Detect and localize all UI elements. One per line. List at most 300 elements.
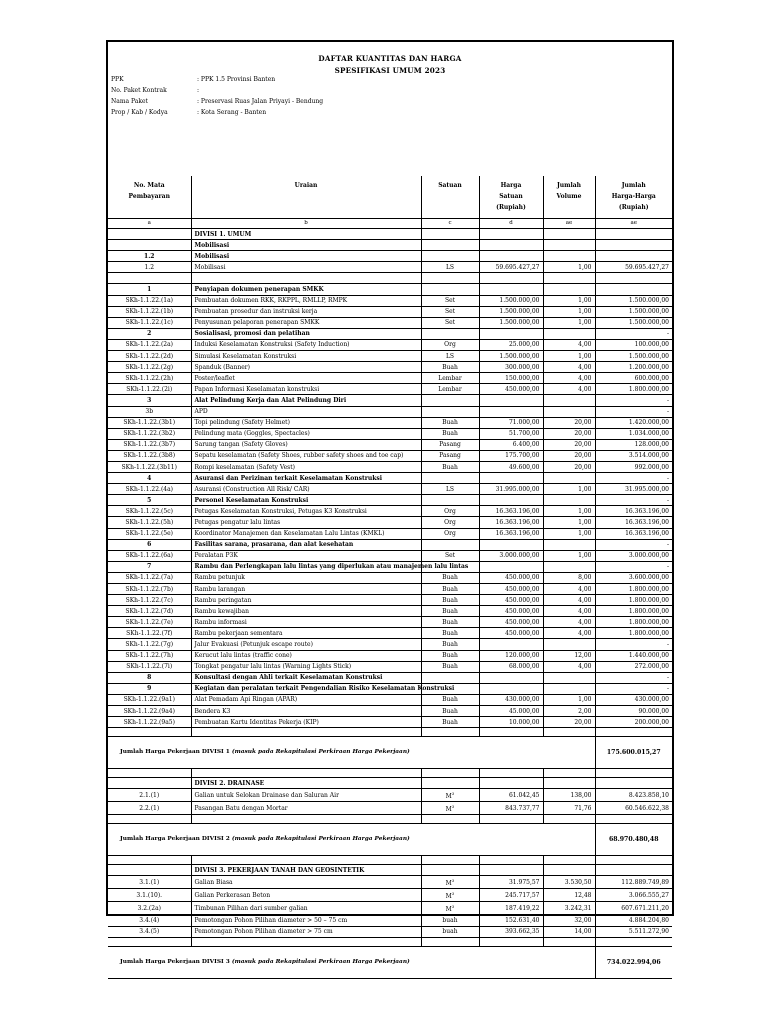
unit-text: Buah bbox=[442, 596, 458, 604]
line-total: 59.695.427,27 bbox=[625, 263, 669, 271]
table-row bbox=[108, 417, 672, 428]
item-unit bbox=[421, 306, 479, 317]
item-number: SKh-1.1.22.(3b1) bbox=[108, 417, 191, 428]
table-row bbox=[108, 328, 672, 339]
empty-cell bbox=[191, 815, 421, 824]
item-unit bbox=[421, 495, 479, 506]
unit-text: Buah bbox=[442, 585, 458, 593]
division-total-row bbox=[108, 824, 672, 856]
item-number: 3.2.(2a) bbox=[108, 902, 191, 915]
spacer-row bbox=[108, 937, 672, 946]
item-number: SKh-1.1.22.(3b7) bbox=[108, 439, 191, 450]
spacer-row bbox=[108, 815, 672, 824]
item-unit bbox=[421, 373, 479, 384]
unit-price bbox=[479, 495, 543, 506]
quantity: 1,00 bbox=[543, 306, 595, 317]
empty-cell bbox=[543, 815, 595, 824]
col-letter: c bbox=[421, 219, 479, 229]
unit-price: 31.975,57 bbox=[479, 876, 543, 889]
unit-price: 59.695.427,27 bbox=[479, 262, 543, 273]
table-row bbox=[108, 484, 672, 495]
unit-price: 450.000,00 bbox=[479, 606, 543, 617]
item-description: Bendera K3 bbox=[191, 706, 421, 717]
item-description: Petugas pengatur lalu lintas bbox=[191, 517, 421, 528]
table-row bbox=[108, 273, 672, 284]
item-unit bbox=[421, 450, 479, 461]
item-description: Personel Keselamatan Konstruksi bbox=[191, 495, 421, 506]
unit-text: Buah bbox=[442, 463, 458, 471]
item-number: SKh-1.1.22.(5e) bbox=[108, 528, 191, 539]
unit-price: 450.000,00 bbox=[479, 572, 543, 583]
empty-cell bbox=[108, 769, 191, 778]
table-row bbox=[108, 306, 672, 317]
item-unit bbox=[421, 229, 479, 240]
table-row bbox=[108, 650, 672, 661]
item-number: 3.1.(1) bbox=[108, 876, 191, 889]
unit-text: Org bbox=[444, 341, 456, 349]
line-total bbox=[595, 229, 672, 240]
table-row bbox=[108, 295, 672, 306]
quantity: 4,00 bbox=[543, 606, 595, 617]
quantity: 32,00 bbox=[543, 915, 595, 926]
quantity bbox=[543, 406, 595, 417]
info-line bbox=[111, 109, 266, 116]
info-line bbox=[111, 87, 199, 94]
item-unit bbox=[421, 461, 479, 472]
unit-price: 61.042,45 bbox=[479, 789, 543, 802]
quantity: 20,00 bbox=[543, 717, 595, 728]
item-description: Galian Perkerasan Beton bbox=[191, 889, 421, 902]
quantity: 3.530,50 bbox=[543, 876, 595, 889]
item-description: Jalur Evakuasi (Petunjuk escape route) bbox=[191, 639, 421, 650]
item-number: 1.2 bbox=[108, 262, 191, 273]
unit-text: Set bbox=[444, 552, 456, 560]
empty-cell bbox=[191, 937, 421, 946]
item-number: 1.2 bbox=[108, 251, 191, 262]
line-total: 1.500.000,00 bbox=[628, 352, 669, 360]
table-row bbox=[108, 428, 672, 439]
table-row bbox=[108, 461, 672, 472]
unit-text: Org bbox=[444, 530, 456, 538]
quantity: 8,00 bbox=[543, 572, 595, 583]
item-unit bbox=[421, 889, 479, 902]
empty-cell bbox=[479, 856, 543, 865]
spacer-row bbox=[108, 728, 672, 737]
quantity bbox=[543, 395, 595, 406]
info-label: PPK bbox=[111, 76, 124, 83]
line-total: 3.000.000,00 bbox=[628, 552, 669, 560]
unit-price: 450.000,00 bbox=[479, 584, 543, 595]
table-row bbox=[108, 889, 672, 902]
line-total: - bbox=[666, 330, 669, 338]
quantity bbox=[543, 539, 595, 550]
empty-cell bbox=[191, 728, 421, 737]
item-description: Galian untuk Selokan Drainase dan Saluran Air bbox=[191, 789, 421, 802]
total-label-text: Jumlah Harga Pekerjaan DIVISI 3 bbox=[120, 958, 230, 965]
quantity: 4,00 bbox=[543, 617, 595, 628]
info-value: : PPK 1.5 Provinsi Banten bbox=[197, 76, 276, 83]
item-unit bbox=[421, 328, 479, 339]
boq-table bbox=[108, 176, 672, 979]
quantity: 4,00 bbox=[543, 362, 595, 373]
unit-text: Buah bbox=[442, 574, 458, 582]
quantity: 4,00 bbox=[543, 584, 595, 595]
unit-price: 300.000,00 bbox=[479, 362, 543, 373]
item-unit bbox=[421, 406, 479, 417]
col-letter: b bbox=[191, 219, 421, 229]
item-description: Pasangan Batu dengan Mortar bbox=[191, 802, 421, 815]
item-description: Kerucut lalu lintas (traffic cone) bbox=[191, 650, 421, 661]
division-total-row bbox=[108, 946, 672, 978]
unit-text: M bbox=[445, 893, 452, 901]
item-description: Pemotongan Pohon Pilihan diameter > 50 – 75 cm bbox=[191, 915, 421, 926]
quantity bbox=[543, 240, 595, 251]
quantity bbox=[543, 273, 595, 284]
quantity: 1,00 bbox=[543, 694, 595, 705]
table-row bbox=[108, 865, 672, 876]
item-description: Penyusunan pelaporan penerapan SMKK bbox=[191, 317, 421, 328]
unit-text: M bbox=[445, 793, 452, 801]
table-row bbox=[108, 473, 672, 484]
table-row bbox=[108, 595, 672, 606]
item-description: Poster/leaflet bbox=[191, 373, 421, 384]
item-number: SKh-1.1.22.(7g) bbox=[108, 639, 191, 650]
unit-price: 450.000,00 bbox=[479, 384, 543, 395]
unit-text: buah bbox=[442, 928, 458, 936]
item-number: SKh-1.1.22.(7b) bbox=[108, 584, 191, 595]
line-total: - bbox=[666, 396, 669, 404]
line-total: 1.800.000,00 bbox=[628, 607, 669, 615]
quantity bbox=[543, 639, 595, 650]
unit-price: 71.000,00 bbox=[479, 417, 543, 428]
item-unit bbox=[421, 915, 479, 926]
table-row bbox=[108, 778, 672, 789]
item-number: 3.1.(10). bbox=[108, 889, 191, 902]
quantity: 4,00 bbox=[543, 384, 595, 395]
empty-cell bbox=[479, 769, 543, 778]
item-number: 8 bbox=[108, 672, 191, 683]
empty-cell bbox=[595, 769, 672, 778]
empty-cell bbox=[421, 937, 479, 946]
quantity bbox=[543, 561, 595, 572]
item-unit bbox=[421, 528, 479, 539]
item-unit bbox=[421, 295, 479, 306]
table-row bbox=[108, 606, 672, 617]
division-total-value: 175.600.015,27 bbox=[606, 749, 661, 757]
item-number: SKh-1.1.22.(7c) bbox=[108, 595, 191, 606]
quantity: 20,00 bbox=[543, 428, 595, 439]
quantity: 71,76 bbox=[543, 802, 595, 815]
table-row bbox=[108, 317, 672, 328]
item-number: SKh-1.1.22.(5h) bbox=[108, 517, 191, 528]
unit-text: M bbox=[445, 906, 452, 914]
line-total: 430.000,00 bbox=[634, 696, 669, 704]
quantity bbox=[543, 778, 595, 789]
unit-price: 450.000,00 bbox=[479, 617, 543, 628]
item-unit bbox=[421, 395, 479, 406]
unit-price bbox=[479, 539, 543, 550]
unit-price bbox=[479, 229, 543, 240]
unit-text: Set bbox=[444, 297, 456, 305]
item-description: Galian Biasa bbox=[191, 876, 421, 889]
unit-text: Buah bbox=[442, 430, 458, 438]
table-row bbox=[108, 584, 672, 595]
unit-text: Buah bbox=[442, 618, 458, 626]
item-number: SKh-1.1.22.(1c) bbox=[108, 317, 191, 328]
item-number: 4 bbox=[108, 473, 191, 484]
unit-price: 1.500.000,00 bbox=[479, 295, 543, 306]
item-number: SKh-1.1.22.(7f) bbox=[108, 628, 191, 639]
unit-price bbox=[479, 865, 543, 876]
item-unit bbox=[421, 717, 479, 728]
table-row bbox=[108, 339, 672, 350]
item-description: Pembuatan prosedur dan instruksi kerja bbox=[191, 306, 421, 317]
table-row bbox=[108, 284, 672, 295]
table-row bbox=[108, 717, 672, 728]
info-value: : bbox=[197, 87, 200, 94]
item-description: Sosialisasi, promosi dan pelatihan bbox=[191, 328, 421, 339]
table-row bbox=[108, 617, 672, 628]
unit-text: Buah bbox=[442, 707, 458, 715]
unit-text: Buah bbox=[442, 419, 458, 427]
unit-price: 16.363.196,00 bbox=[479, 528, 543, 539]
table-row bbox=[108, 628, 672, 639]
line-total: 1.800.000,00 bbox=[628, 618, 669, 626]
item-number: 5 bbox=[108, 495, 191, 506]
unit-text: Buah bbox=[442, 607, 458, 615]
unit-text: Buah bbox=[442, 696, 458, 704]
col-header-harga: Harga Satuan (Rupiah) bbox=[479, 176, 543, 219]
line-total: 1.800.000,00 bbox=[628, 385, 669, 393]
unit-price bbox=[479, 406, 543, 417]
division-total-label bbox=[108, 824, 595, 856]
unit-text: Pasang bbox=[439, 441, 461, 449]
table-row bbox=[108, 495, 672, 506]
line-total bbox=[595, 273, 672, 284]
quantity: 4,00 bbox=[543, 373, 595, 384]
unit-price: 1.500.000,00 bbox=[479, 306, 543, 317]
item-unit bbox=[421, 417, 479, 428]
table-row bbox=[108, 373, 672, 384]
table-header-row bbox=[108, 176, 672, 219]
item-number: 3.4.(5) bbox=[108, 926, 191, 937]
line-total: 200.000,00 bbox=[634, 718, 669, 726]
item-description: Petugas Keselamatan Konstruksi, Petugas K3 Konstruksi bbox=[191, 506, 421, 517]
item-number: SKh-1.1.22.(1b) bbox=[108, 306, 191, 317]
item-number: SKh-1.1.22.(3b8) bbox=[108, 450, 191, 461]
item-description: Simulasi Keselamatan Konstruksi bbox=[191, 351, 421, 362]
table-row bbox=[108, 229, 672, 240]
item-description: Kegiatan dan peralatan terkait Pengendalian Risiko Keselamatan Konstruksi bbox=[191, 683, 421, 694]
line-total: 607.671.211,20 bbox=[621, 904, 669, 912]
unit-text: M bbox=[445, 806, 452, 814]
item-unit bbox=[421, 517, 479, 528]
item-unit bbox=[421, 802, 479, 815]
unit-price: 450.000,00 bbox=[479, 628, 543, 639]
item-number: 2.1.(1) bbox=[108, 789, 191, 802]
item-number: SKh-1.1.22.(9a1) bbox=[108, 694, 191, 705]
table-row bbox=[108, 439, 672, 450]
item-number: 1 bbox=[108, 284, 191, 295]
info-label: No. Paket Kontrak bbox=[111, 87, 167, 94]
unit-price: 450.000,00 bbox=[479, 595, 543, 606]
empty-cell bbox=[543, 856, 595, 865]
table-row bbox=[108, 506, 672, 517]
item-description: Sarung tangan (Safety Gloves) bbox=[191, 439, 421, 450]
line-total bbox=[595, 251, 672, 262]
quantity: 2,00 bbox=[543, 706, 595, 717]
item-unit bbox=[421, 606, 479, 617]
unit-price bbox=[479, 561, 543, 572]
line-total: 16.363.196,00 bbox=[625, 530, 669, 538]
unit-price bbox=[479, 251, 543, 262]
item-unit bbox=[421, 672, 479, 683]
unit-price: 120.000,00 bbox=[479, 650, 543, 661]
unit-text: Buah bbox=[442, 641, 458, 649]
table-row bbox=[108, 672, 672, 683]
line-total: 16.363.196,00 bbox=[625, 518, 669, 526]
line-total: 1.800.000,00 bbox=[628, 629, 669, 637]
item-unit bbox=[421, 506, 479, 517]
table-row bbox=[108, 262, 672, 273]
table-row bbox=[108, 789, 672, 802]
item-number bbox=[108, 240, 191, 251]
line-total: 3.514.000,00 bbox=[628, 452, 669, 460]
unit-text: LS bbox=[445, 263, 455, 271]
unit-text: Org bbox=[444, 518, 456, 526]
item-unit bbox=[421, 628, 479, 639]
item-description: Papan Informasi Keselamatan konstruksi bbox=[191, 384, 421, 395]
item-unit bbox=[421, 639, 479, 650]
table-row bbox=[108, 539, 672, 550]
unit-text: M bbox=[445, 880, 452, 888]
quantity: 1,00 bbox=[543, 351, 595, 362]
item-unit bbox=[421, 572, 479, 583]
empty-cell bbox=[543, 728, 595, 737]
item-unit bbox=[421, 484, 479, 495]
item-unit bbox=[421, 902, 479, 915]
unit-exponent: 3 bbox=[451, 891, 455, 897]
unit-text: Buah bbox=[442, 652, 458, 660]
line-total: 1.200.000,00 bbox=[628, 363, 669, 371]
col-letter: ae bbox=[543, 219, 595, 229]
quantity: 1,00 bbox=[543, 262, 595, 273]
col-letter: a bbox=[108, 219, 191, 229]
division-total-value: 734.022.994,06 bbox=[606, 958, 661, 966]
line-total: - bbox=[666, 674, 669, 682]
item-description: Peralatan P3K bbox=[191, 550, 421, 561]
item-unit bbox=[421, 706, 479, 717]
unit-price: 393.662,35 bbox=[479, 926, 543, 937]
item-description bbox=[191, 273, 421, 284]
info-value: : Kota Serang - Banten bbox=[197, 109, 267, 116]
empty-cell bbox=[595, 856, 672, 865]
item-unit bbox=[421, 650, 479, 661]
unit-price: 843.737,77 bbox=[479, 802, 543, 815]
empty-cell bbox=[543, 769, 595, 778]
col-header-uraian: Uraian bbox=[191, 176, 421, 219]
item-description: Rambu dan Perlengkapan lalu lintas yang diperlukan atau manajemen lalu lintas bbox=[191, 561, 421, 572]
unit-text: Buah bbox=[442, 629, 458, 637]
unit-price bbox=[479, 273, 543, 284]
item-number: SKh-1.1.22.(2d) bbox=[108, 351, 191, 362]
quantity: 14,00 bbox=[543, 926, 595, 937]
total-label-text: Jumlah Harga Pekerjaan DIVISI 1 bbox=[120, 749, 230, 756]
unit-text: LS bbox=[445, 352, 455, 360]
unit-price: 6.400,00 bbox=[479, 439, 543, 450]
unit-price: 1.500.000,00 bbox=[479, 351, 543, 362]
unit-price: 16.363.196,00 bbox=[479, 517, 543, 528]
quantity: 20,00 bbox=[543, 461, 595, 472]
table-row bbox=[108, 561, 672, 572]
item-description: Rambu larangan bbox=[191, 584, 421, 595]
quantity: 1,00 bbox=[543, 550, 595, 561]
empty-cell bbox=[421, 769, 479, 778]
line-total: 8.423.858,10 bbox=[628, 791, 669, 799]
unit-price: 25.000,00 bbox=[479, 339, 543, 350]
unit-price bbox=[479, 328, 543, 339]
item-unit bbox=[421, 251, 479, 262]
table-row bbox=[108, 395, 672, 406]
item-number: 2 bbox=[108, 328, 191, 339]
item-description: Asuransi dan Perizinan terkait Keselamatan Konstruksi bbox=[191, 473, 421, 484]
col-letter: ae bbox=[630, 220, 638, 226]
item-number: SKh-1.1.22.(9a4) bbox=[108, 706, 191, 717]
item-number: SKh-1.1.22.(4a) bbox=[108, 484, 191, 495]
table-row bbox=[108, 528, 672, 539]
item-number: SKh-1.1.22.(5c) bbox=[108, 506, 191, 517]
quantity: 12,00 bbox=[543, 650, 595, 661]
item-description: Rambu informasi bbox=[191, 617, 421, 628]
quantity bbox=[543, 328, 595, 339]
quantity bbox=[543, 251, 595, 262]
info-value: : Preservasi Ruas Jalan Priyayi - Bendung bbox=[197, 98, 324, 105]
line-total: 1.800.000,00 bbox=[628, 585, 669, 593]
item-unit bbox=[421, 273, 479, 284]
unit-price: 152.631,40 bbox=[479, 915, 543, 926]
line-total: 1.800.000,00 bbox=[628, 596, 669, 604]
empty-cell bbox=[595, 728, 672, 737]
line-total: 1.440.000,00 bbox=[628, 652, 669, 660]
item-description: Topi pelindung (Safety Helmet) bbox=[191, 417, 421, 428]
unit-price: 51.700,00 bbox=[479, 428, 543, 439]
quantity: 1,00 bbox=[543, 506, 595, 517]
unit-exponent: 3 bbox=[451, 791, 455, 797]
item-description: Mobilisasi bbox=[191, 262, 421, 273]
col-header-volume: Jumlah Volume bbox=[543, 176, 595, 219]
item-unit bbox=[421, 584, 479, 595]
unit-text: Org bbox=[444, 507, 456, 515]
empty-cell bbox=[191, 769, 421, 778]
table-row bbox=[108, 661, 672, 672]
item-unit bbox=[421, 778, 479, 789]
quantity: 3.242,31 bbox=[543, 902, 595, 915]
unit-price: 10.000,00 bbox=[479, 717, 543, 728]
table-row bbox=[108, 694, 672, 705]
empty-cell bbox=[421, 728, 479, 737]
line-total: 1.500.000,00 bbox=[628, 308, 669, 316]
boq-sheet bbox=[106, 40, 674, 966]
quantity bbox=[543, 473, 595, 484]
item-description: Pemotongan Pohon Pilihan diameter > 75 cm bbox=[191, 926, 421, 937]
line-total bbox=[595, 778, 672, 789]
item-unit bbox=[421, 550, 479, 561]
unit-price bbox=[479, 284, 543, 295]
item-description: Rambu peringatan bbox=[191, 595, 421, 606]
item-number bbox=[108, 778, 191, 789]
unit-price bbox=[479, 778, 543, 789]
line-total: - bbox=[666, 541, 669, 549]
